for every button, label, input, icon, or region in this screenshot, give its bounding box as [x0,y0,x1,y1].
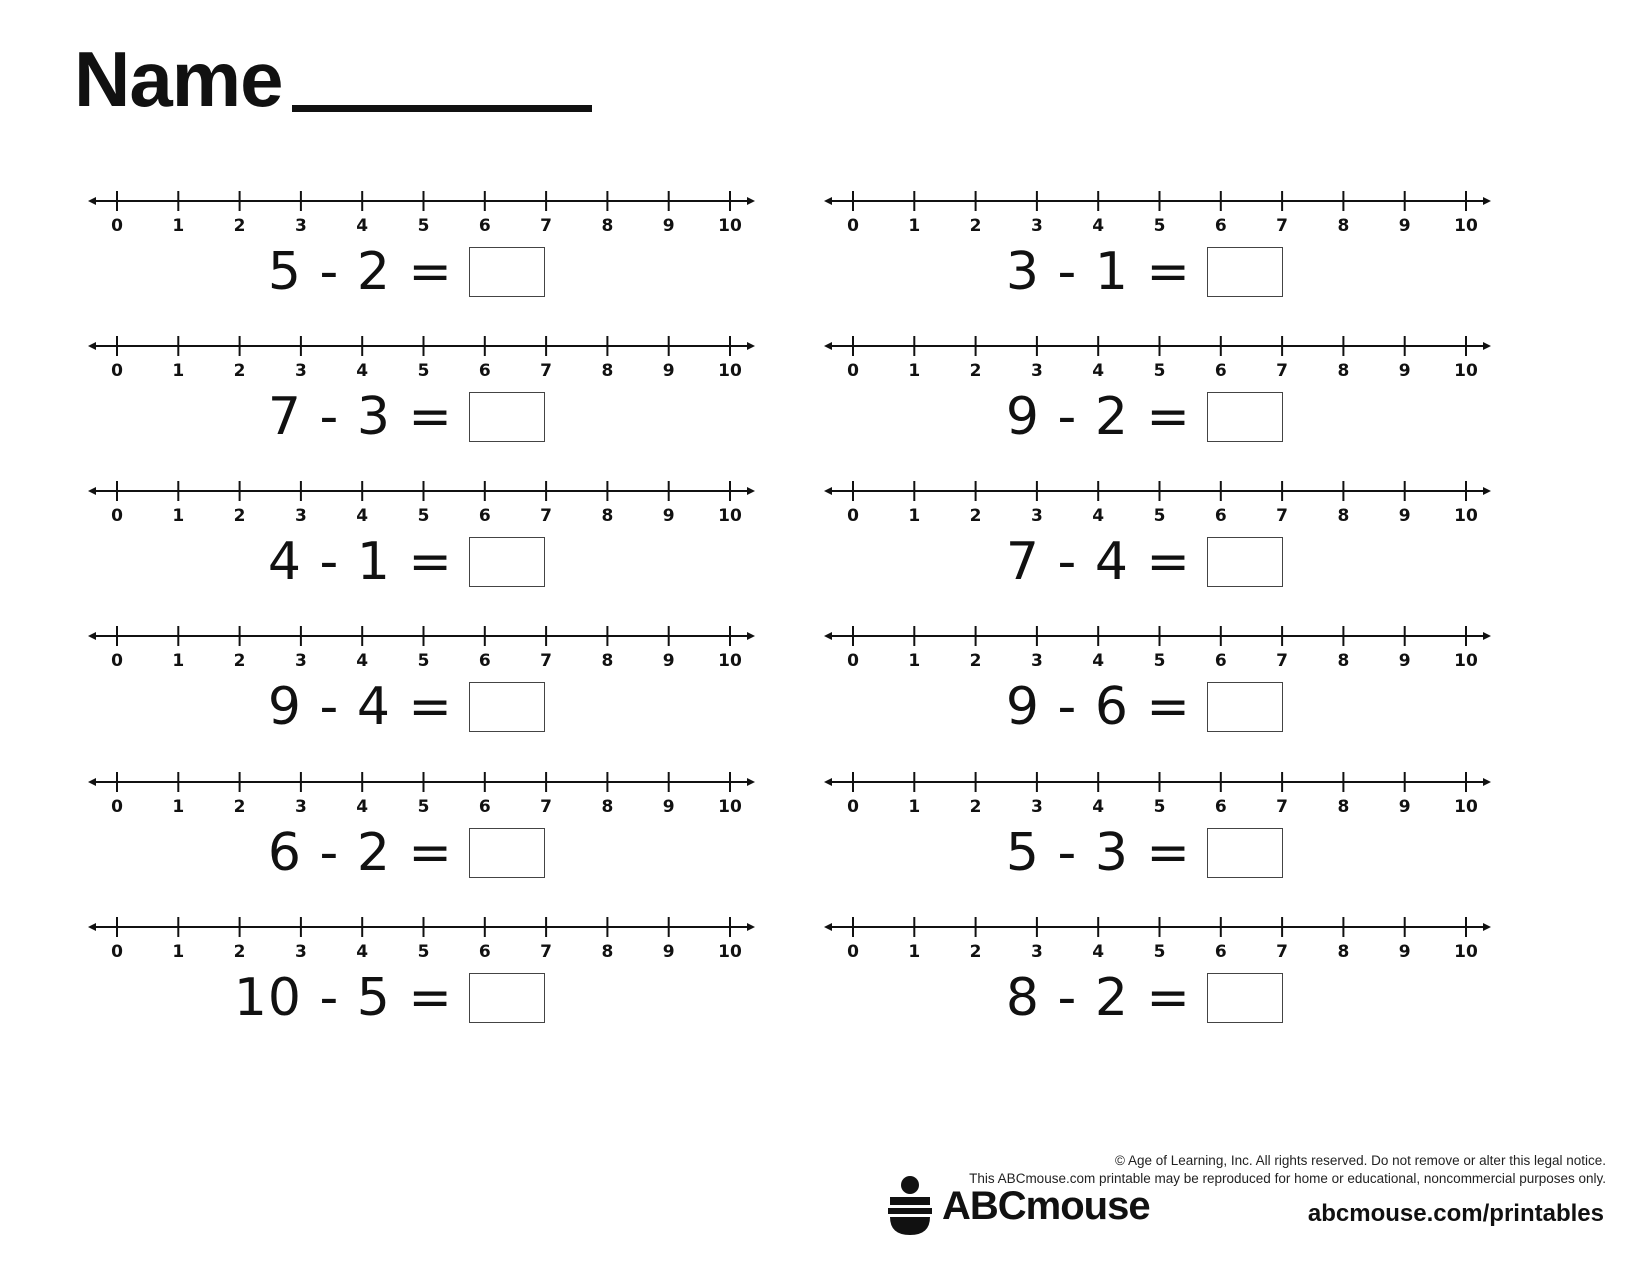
tick-label: 3 [294,506,307,526]
abcmouse-logo [886,1175,1150,1237]
tick-label: 7 [1276,651,1289,671]
tick-label: 9 [1398,797,1411,817]
tick-label: 4 [356,506,369,526]
tick-label: 6 [1214,506,1227,526]
tick-label: 6 [1214,797,1227,817]
tick-label: 5 [417,216,430,236]
legal-line-1: © Age of Learning, Inc. All rights reserved. Do not remove or alter this legal notice. [1115,1153,1606,1168]
left-arrow-icon [824,923,832,931]
tick-label: 4 [1092,216,1105,236]
left-arrow-icon [88,342,96,350]
tick-label: 0 [847,506,859,526]
problem-4 [824,331,1544,486]
tick-label: 0 [847,216,859,236]
left-arrow-icon [824,632,832,640]
answer-box[interactable] [469,392,545,442]
tick-label: 9 [662,361,675,381]
tick-label: 10 [718,651,742,671]
number-line [824,767,1504,817]
tick-label: 3 [294,216,307,236]
tick-label: 4 [356,216,369,236]
answer-box[interactable] [1207,392,1283,442]
tick-label: 10 [718,942,742,962]
tick-label: 1 [172,506,185,526]
answer-box[interactable] [469,537,545,587]
tick-label: 2 [969,942,982,962]
problem-8 [824,621,1544,776]
name-write-line[interactable] [292,105,592,112]
right-arrow-icon [1483,197,1491,205]
tick-label: 0 [847,651,859,671]
tick-label: 8 [1337,797,1350,817]
tick-label: 10 [1454,651,1478,671]
tick-label: 2 [233,361,246,381]
right-arrow-icon [1483,923,1491,931]
tick-label: 5 [1153,506,1166,526]
tick-label: 0 [847,797,859,817]
equation-text: 3 - 1 = [1005,242,1191,302]
equation-text: 7 - 4 = [1005,532,1191,592]
tick-label: 9 [662,942,675,962]
tick-label: 5 [417,942,430,962]
tick-label: 7 [1276,942,1289,962]
tick-label: 3 [1030,797,1043,817]
tick-label: 2 [233,651,246,671]
tick-label: 9 [662,216,675,236]
tick-label: 4 [356,797,369,817]
left-arrow-icon [824,487,832,495]
tick-label: 3 [1030,361,1043,381]
equation-row [1005,387,1283,447]
problem-2 [824,186,1544,341]
number-line [88,621,768,671]
tick-label: 9 [662,797,675,817]
tick-label: 1 [908,942,921,962]
tick-label: 1 [908,506,921,526]
tick-label: 4 [356,651,369,671]
tick-label: 7 [540,361,553,381]
left-arrow-icon [88,778,96,786]
tick-label: 9 [1398,361,1411,381]
tick-label: 2 [969,506,982,526]
tick-label: 8 [601,216,614,236]
tick-label: 7 [540,216,553,236]
equation-row [233,968,545,1028]
left-arrow-icon [88,197,96,205]
tick-label: 9 [1398,942,1411,962]
problem-3 [88,331,808,486]
tick-label: 8 [601,506,614,526]
tick-label: 8 [1337,942,1350,962]
equation-row [267,387,545,447]
tick-label: 9 [662,651,675,671]
answer-box[interactable] [1207,247,1283,297]
tick-label: 8 [1337,651,1350,671]
right-arrow-icon [1483,778,1491,786]
equation-row [267,677,545,737]
tick-label: 6 [478,942,491,962]
tick-label: 4 [1092,797,1105,817]
problem-6 [824,476,1544,631]
right-arrow-icon [747,342,755,350]
tick-label: 5 [417,506,430,526]
tick-label: 6 [478,361,491,381]
problem-11 [88,912,808,1067]
tick-label: 3 [1030,942,1043,962]
legal-line-2: This ABCmouse.com printable may be reproduced for home or educational, noncommercial purposes only. [969,1171,1606,1186]
tick-label: 8 [1337,216,1350,236]
tick-label: 8 [1337,361,1350,381]
tick-label: 0 [111,651,123,671]
tick-label: 3 [294,651,307,671]
tick-label: 0 [847,361,859,381]
tick-label: 4 [1092,651,1105,671]
equation-text: 5 - 2 = [267,242,453,302]
equation-text: 9 - 6 = [1005,677,1191,737]
tick-label: 7 [540,797,553,817]
tick-label: 7 [540,942,553,962]
left-arrow-icon [824,197,832,205]
tick-label: 2 [233,506,246,526]
right-arrow-icon [747,923,755,931]
equation-text: 4 - 1 = [267,532,453,592]
number-line [88,912,768,962]
number-line [88,186,768,236]
tick-label: 6 [478,651,491,671]
tick-label: 10 [1454,942,1478,962]
equation-text: 6 - 2 = [267,823,453,883]
tick-label: 10 [718,361,742,381]
left-arrow-icon [88,632,96,640]
number-line [824,476,1504,526]
equation-text: 5 - 3 = [1005,823,1191,883]
tick-label: 1 [172,651,185,671]
tick-label: 10 [718,797,742,817]
name-heading [74,35,592,123]
equation-row [1005,677,1283,737]
right-arrow-icon [747,632,755,640]
tick-label: 8 [1337,506,1350,526]
name-label: Name [74,35,283,123]
tick-label: 1 [172,216,185,236]
tick-label: 9 [1398,506,1411,526]
tick-label: 0 [111,216,123,236]
tick-label: 8 [601,797,614,817]
tick-label: 1 [172,942,185,962]
tick-label: 9 [1398,216,1411,236]
right-arrow-icon [1483,487,1491,495]
tick-label: 10 [1454,216,1478,236]
tick-label: 7 [540,506,553,526]
problem-1 [88,186,808,341]
left-arrow-icon [824,778,832,786]
left-arrow-icon [88,923,96,931]
tick-label: 7 [540,651,553,671]
tick-label: 5 [417,797,430,817]
equation-row [267,242,545,302]
tick-label: 2 [969,216,982,236]
answer-box[interactable] [1207,682,1283,732]
tick-label: 6 [478,216,491,236]
answer-box[interactable] [469,682,545,732]
tick-label: 10 [1454,797,1478,817]
number-line [824,331,1504,381]
problem-10 [824,767,1544,922]
tick-label: 4 [1092,942,1105,962]
equation-row [1005,968,1283,1028]
tick-label: 1 [172,361,185,381]
number-line [824,621,1504,671]
equation-row [267,823,545,883]
answer-box[interactable] [469,247,545,297]
problem-7 [88,621,808,776]
tick-label: 8 [601,361,614,381]
equation-text: 9 - 2 = [1005,387,1191,447]
tick-label: 10 [1454,506,1478,526]
equation-row [1005,823,1283,883]
equation-row [1005,242,1283,302]
tick-label: 5 [1153,797,1166,817]
tick-label: 0 [847,942,859,962]
mouse-logo-icon [886,1175,934,1237]
right-arrow-icon [747,487,755,495]
tick-label: 10 [1454,361,1478,381]
problem-12 [824,912,1544,1067]
number-line [88,331,768,381]
number-line [824,912,1504,962]
equation-text: 10 - 5 = [233,968,453,1028]
tick-label: 5 [1153,216,1166,236]
tick-label: 4 [356,942,369,962]
number-line [88,767,768,817]
tick-label: 2 [233,216,246,236]
tick-label: 1 [172,797,185,817]
tick-label: 6 [478,797,491,817]
tick-label: 0 [111,361,123,381]
tick-label: 3 [1030,216,1043,236]
tick-label: 6 [1214,651,1227,671]
answer-box[interactable] [469,828,545,878]
answer-box[interactable] [1207,537,1283,587]
equation-row [267,532,545,592]
site-url: abcmouse.com/printables [1307,1200,1604,1227]
number-line [824,186,1504,236]
tick-label: 3 [1030,651,1043,671]
tick-label: 0 [111,797,123,817]
tick-label: 8 [601,651,614,671]
tick-label: 8 [601,942,614,962]
tick-label: 10 [718,506,742,526]
tick-label: 7 [1276,216,1289,236]
tick-label: 0 [111,942,123,962]
tick-label: 4 [356,361,369,381]
tick-label: 1 [908,216,921,236]
answer-box[interactable] [469,973,545,1023]
right-arrow-icon [1483,632,1491,640]
tick-label: 9 [1398,651,1411,671]
tick-label: 10 [718,216,742,236]
tick-label: 4 [1092,361,1105,381]
tick-label: 0 [111,506,123,526]
equation-text: 8 - 2 = [1005,968,1191,1028]
tick-label: 3 [294,361,307,381]
equation-row [1005,532,1283,592]
equation-text: 9 - 4 = [267,677,453,737]
tick-label: 7 [1276,506,1289,526]
tick-label: 1 [908,361,921,381]
tick-label: 7 [1276,797,1289,817]
answer-box[interactable] [1207,828,1283,878]
tick-label: 6 [1214,942,1227,962]
tick-label: 6 [1214,216,1227,236]
left-arrow-icon [88,487,96,495]
tick-label: 6 [1214,361,1227,381]
tick-label: 2 [969,651,982,671]
tick-label: 2 [233,942,246,962]
tick-label: 5 [1153,361,1166,381]
tick-label: 2 [969,797,982,817]
brand-name: ABCmouse [942,1183,1150,1228]
tick-label: 2 [233,797,246,817]
tick-label: 3 [294,942,307,962]
tick-label: 5 [1153,942,1166,962]
right-arrow-icon [1483,342,1491,350]
problem-5 [88,476,808,631]
tick-label: 5 [417,361,430,381]
tick-label: 3 [294,797,307,817]
tick-label: 3 [1030,506,1043,526]
tick-label: 1 [908,797,921,817]
tick-label: 1 [908,651,921,671]
tick-label: 5 [1153,651,1166,671]
number-line [88,476,768,526]
tick-label: 6 [478,506,491,526]
problem-9 [88,767,808,922]
left-arrow-icon [824,342,832,350]
tick-label: 7 [1276,361,1289,381]
tick-label: 2 [969,361,982,381]
tick-label: 4 [1092,506,1105,526]
answer-box[interactable] [1207,973,1283,1023]
tick-label: 9 [662,506,675,526]
right-arrow-icon [747,197,755,205]
equation-text: 7 - 3 = [267,387,453,447]
right-arrow-icon [747,778,755,786]
tick-label: 5 [417,651,430,671]
